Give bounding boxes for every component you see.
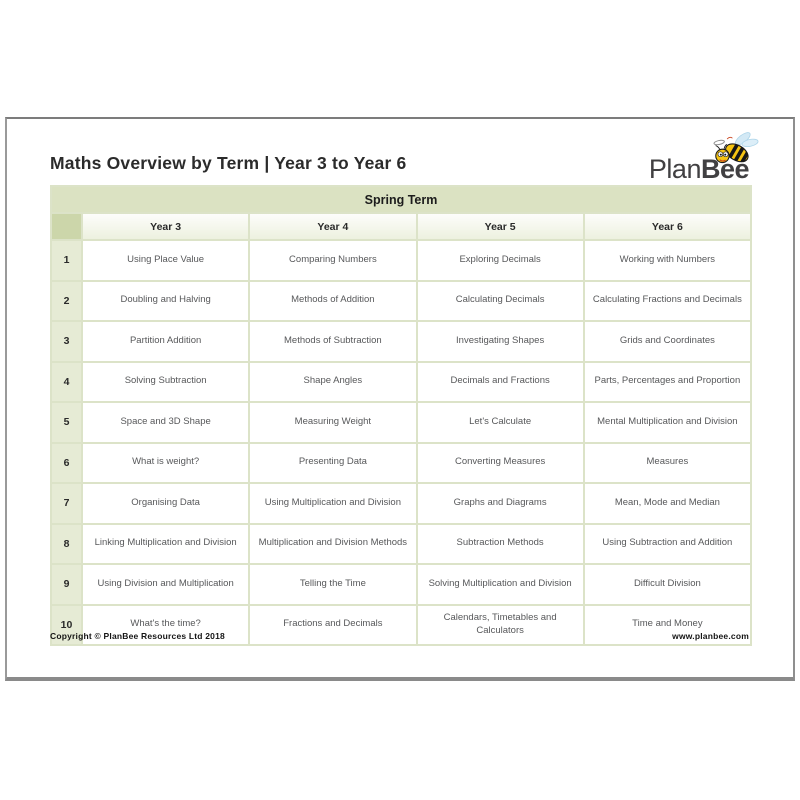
- row-number: 2: [51, 281, 82, 322]
- topic-cell: Decimals and Fractions: [417, 362, 584, 403]
- topic-cell: Measuring Weight: [249, 402, 416, 443]
- topic-cell: Using Multiplication and Division: [249, 483, 416, 524]
- topic-cell: Grids and Coordinates: [584, 321, 751, 362]
- table-row: [51, 483, 751, 524]
- maths-overview-table: [50, 185, 752, 646]
- row-number: 8: [51, 524, 82, 565]
- topic-cell: Doubling and Halving: [82, 281, 249, 322]
- row-number: 3: [51, 321, 82, 362]
- topic-cell: Graphs and Diagrams: [417, 483, 584, 524]
- topic-cell: Using Subtraction and Addition: [584, 524, 751, 565]
- topic-cell: Exploring Decimals: [417, 240, 584, 281]
- topic-cell: Calculating Fractions and Decimals: [584, 281, 751, 322]
- column-header-year3: Year 3: [82, 213, 249, 240]
- logo-plan: Plan: [648, 154, 701, 184]
- table-row: [51, 281, 751, 322]
- topic-cell: Parts, Percentages and Proportion: [584, 362, 751, 403]
- topic-cell: Methods of Subtraction: [249, 321, 416, 362]
- table-row: [51, 524, 751, 565]
- table-row: [51, 240, 751, 281]
- term-banner: Spring Term: [51, 186, 751, 213]
- topic-cell: Fractions and Decimals: [249, 605, 416, 646]
- topic-cell: Working with Numbers: [584, 240, 751, 281]
- topic-cell: Subtraction Methods: [417, 524, 584, 565]
- topic-cell: Partition Addition: [82, 321, 249, 362]
- topic-cell: Calculating Decimals: [417, 281, 584, 322]
- row-number: 4: [51, 362, 82, 403]
- topic-cell: Investigating Shapes: [417, 321, 584, 362]
- column-header-year4: Year 4: [249, 213, 416, 240]
- topic-cell: Solving Subtraction: [82, 362, 249, 403]
- table-row: [51, 321, 751, 362]
- table-row: [51, 362, 751, 403]
- topic-cell: Difficult Division: [584, 564, 751, 605]
- topic-cell: Calendars, Timetables and Calculators: [417, 605, 584, 646]
- topic-cell: Using Division and Multiplication: [82, 564, 249, 605]
- row-number: 6: [51, 443, 82, 484]
- topic-cell: Multiplication and Division Methods: [249, 524, 416, 565]
- topic-cell: Measures: [584, 443, 751, 484]
- topic-cell: Organising Data: [82, 483, 249, 524]
- page-footer: [50, 631, 749, 641]
- corner-cell: [51, 213, 82, 240]
- topic-cell: Comparing Numbers: [249, 240, 416, 281]
- topic-cell: Solving Multiplication and Division: [417, 564, 584, 605]
- term-banner-row: [51, 186, 751, 213]
- planbee-logo: [629, 145, 749, 185]
- row-number: 10: [51, 605, 82, 646]
- copyright-text: Copyright © PlanBee Resources Ltd 2018: [50, 631, 225, 641]
- table-row: [51, 443, 751, 484]
- topic-cell: Linking Multiplication and Division: [82, 524, 249, 565]
- topic-cell: Methods of Addition: [249, 281, 416, 322]
- column-header-year5: Year 5: [417, 213, 584, 240]
- topic-cell: Let's Calculate: [417, 402, 584, 443]
- topic-cell: Using Place Value: [82, 240, 249, 281]
- logo-bee: Bee: [700, 154, 749, 184]
- topic-cell: Mean, Mode and Median: [584, 483, 751, 524]
- topic-cell: Shape Angles: [249, 362, 416, 403]
- topic-cell: Converting Measures: [417, 443, 584, 484]
- column-header-year6: Year 6: [584, 213, 751, 240]
- topic-cell: Telling the Time: [249, 564, 416, 605]
- table-row: [51, 564, 751, 605]
- row-number: 5: [51, 402, 82, 443]
- topic-cell: Space and 3D Shape: [82, 402, 249, 443]
- topic-cell: What's the time?: [82, 605, 249, 646]
- row-number: 1: [51, 240, 82, 281]
- row-number: 7: [51, 483, 82, 524]
- column-header-row: [51, 213, 751, 240]
- logo-wordmark: [649, 154, 749, 185]
- row-number: 9: [51, 564, 82, 605]
- topic-cell: Presenting Data: [249, 443, 416, 484]
- topic-cell: What is weight?: [82, 443, 249, 484]
- website-text: www.planbee.com: [672, 631, 749, 641]
- topic-cell: Mental Multiplication and Division: [584, 402, 751, 443]
- page-title: Maths Overview by Term | Year 3 to Year 6: [50, 153, 407, 173]
- topic-cell: Time and Money: [584, 605, 751, 646]
- document-page: [5, 117, 795, 681]
- table-row: [51, 402, 751, 443]
